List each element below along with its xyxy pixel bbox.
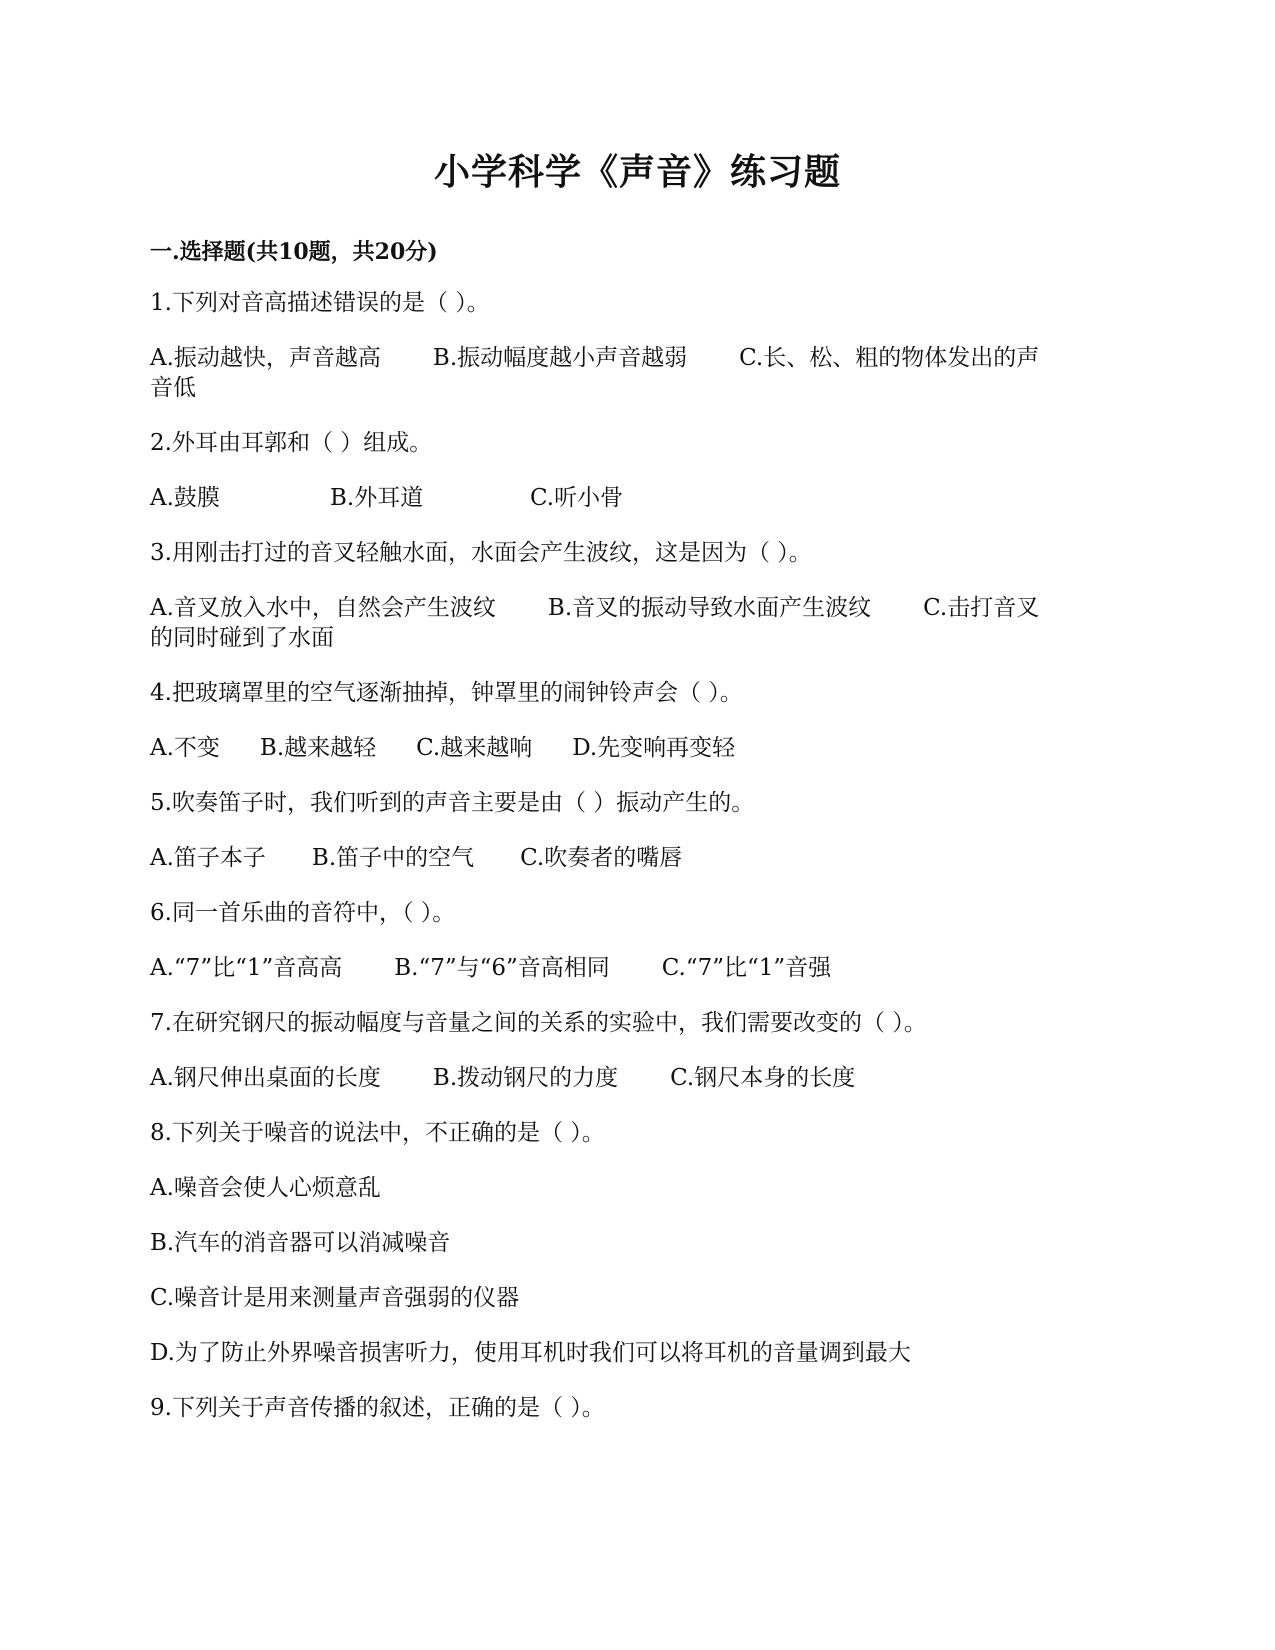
question-2-options <box>150 482 1130 514</box>
question-3-option-c: C.击打音叉 <box>923 595 1040 621</box>
question-7-option-a: A.钢尺伸出桌面的长度 <box>150 1065 381 1091</box>
question-7-option-b: B.拨动钢尺的力度 <box>432 1065 619 1091</box>
question-1-stem: 1.下列对音高描述错误的是（ ）。 <box>150 290 490 316</box>
question-4-option-d: D.先变响再变轻 <box>572 735 736 761</box>
section-header: 一.选择题(共10题，共20分) <box>150 239 438 265</box>
question-2-option-b: B.外耳道 <box>330 485 424 511</box>
question-9-stem: 9.下列关于声音传播的叙述，正确的是（ ）。 <box>150 1395 605 1421</box>
question-3-stem: 3.用刚击打过的音叉轻触水面，水面会产生波纹，这是因为（ ）。 <box>150 540 812 566</box>
question-1-option-c-continuation: 音低 <box>150 375 196 401</box>
question-5-option-c: C.吹奏者的嘴唇 <box>520 845 683 871</box>
question-7-option-c: C.钢尺本身的长度 <box>670 1065 856 1091</box>
question-1-option-c: C.长、松、粗的物体发出的声 <box>739 345 1040 371</box>
question-4-stem: 4.把玻璃罩里的空气逐渐抽掉，钟罩里的闹钟铃声会（ ）。 <box>150 680 743 706</box>
question-6-option-a: A.“7”比“1”音高高 <box>150 955 343 981</box>
question-6-option-b: B.“7”与“6”音高相同 <box>394 955 610 981</box>
question-4-option-c: C.越来越响 <box>416 735 533 761</box>
question-8-option-a: A.噪音会使人心烦意乱 <box>150 1175 381 1201</box>
question-7-stem: 7.在研究钢尺的振动幅度与音量之间的关系的实验中，我们需要改变的（ ）。 <box>150 1010 927 1036</box>
question-3-option-c-continuation: 的同时碰到了水面 <box>150 625 334 651</box>
question-5-stem: 5.吹奏笛子时，我们听到的声音主要是由（ ）振动产生的。 <box>150 790 755 816</box>
question-8-stem: 8.下列关于噪音的说法中，不正确的是（ ）。 <box>150 1120 605 1146</box>
question-8-option-b: B.汽车的消音器可以消减噪音 <box>150 1230 451 1256</box>
question-8-option-d: D.为了防止外界噪音损害听力，使用耳机时我们可以将耳机的音量调到最大 <box>150 1340 911 1366</box>
question-1-option-b: B.振动幅度越小声音越弱 <box>432 345 688 371</box>
question-4-option-b: B.越来越轻 <box>259 735 377 761</box>
question-8-option-c: C.噪音计是用来测量声音强弱的仪器 <box>150 1285 520 1311</box>
question-6-stem: 6.同一首乐曲的音符中，（ ）。 <box>150 900 456 926</box>
question-4-option-a: A.不变 <box>150 735 220 761</box>
question-2-stem: 2.外耳由耳郭和（ ）组成。 <box>150 430 433 456</box>
question-3-options <box>150 592 1130 624</box>
page-title: 小学科学《声音》练习题 <box>433 151 841 193</box>
question-4-options <box>150 732 1130 764</box>
question-1-option-a: A.振动越快，声音越高 <box>150 345 381 371</box>
question-2-option-a: A.鼓膜 <box>150 485 220 511</box>
question-6-option-c: C.“7”比“1”音强 <box>661 955 832 981</box>
question-6-options <box>150 952 1130 984</box>
question-5-option-a: A.笛子本子 <box>150 845 266 871</box>
question-2-option-c: C.听小骨 <box>530 485 624 511</box>
question-5-option-b: B.笛子中的空气 <box>311 845 475 871</box>
question-7-options <box>150 1062 1130 1094</box>
question-3-option-b: B.音叉的振动导致水面产生波纹 <box>547 595 872 621</box>
question-3-option-a: A.音叉放入水中，自然会产生波纹 <box>150 595 496 621</box>
question-1-options <box>150 342 1130 374</box>
question-5-options <box>150 842 1130 874</box>
